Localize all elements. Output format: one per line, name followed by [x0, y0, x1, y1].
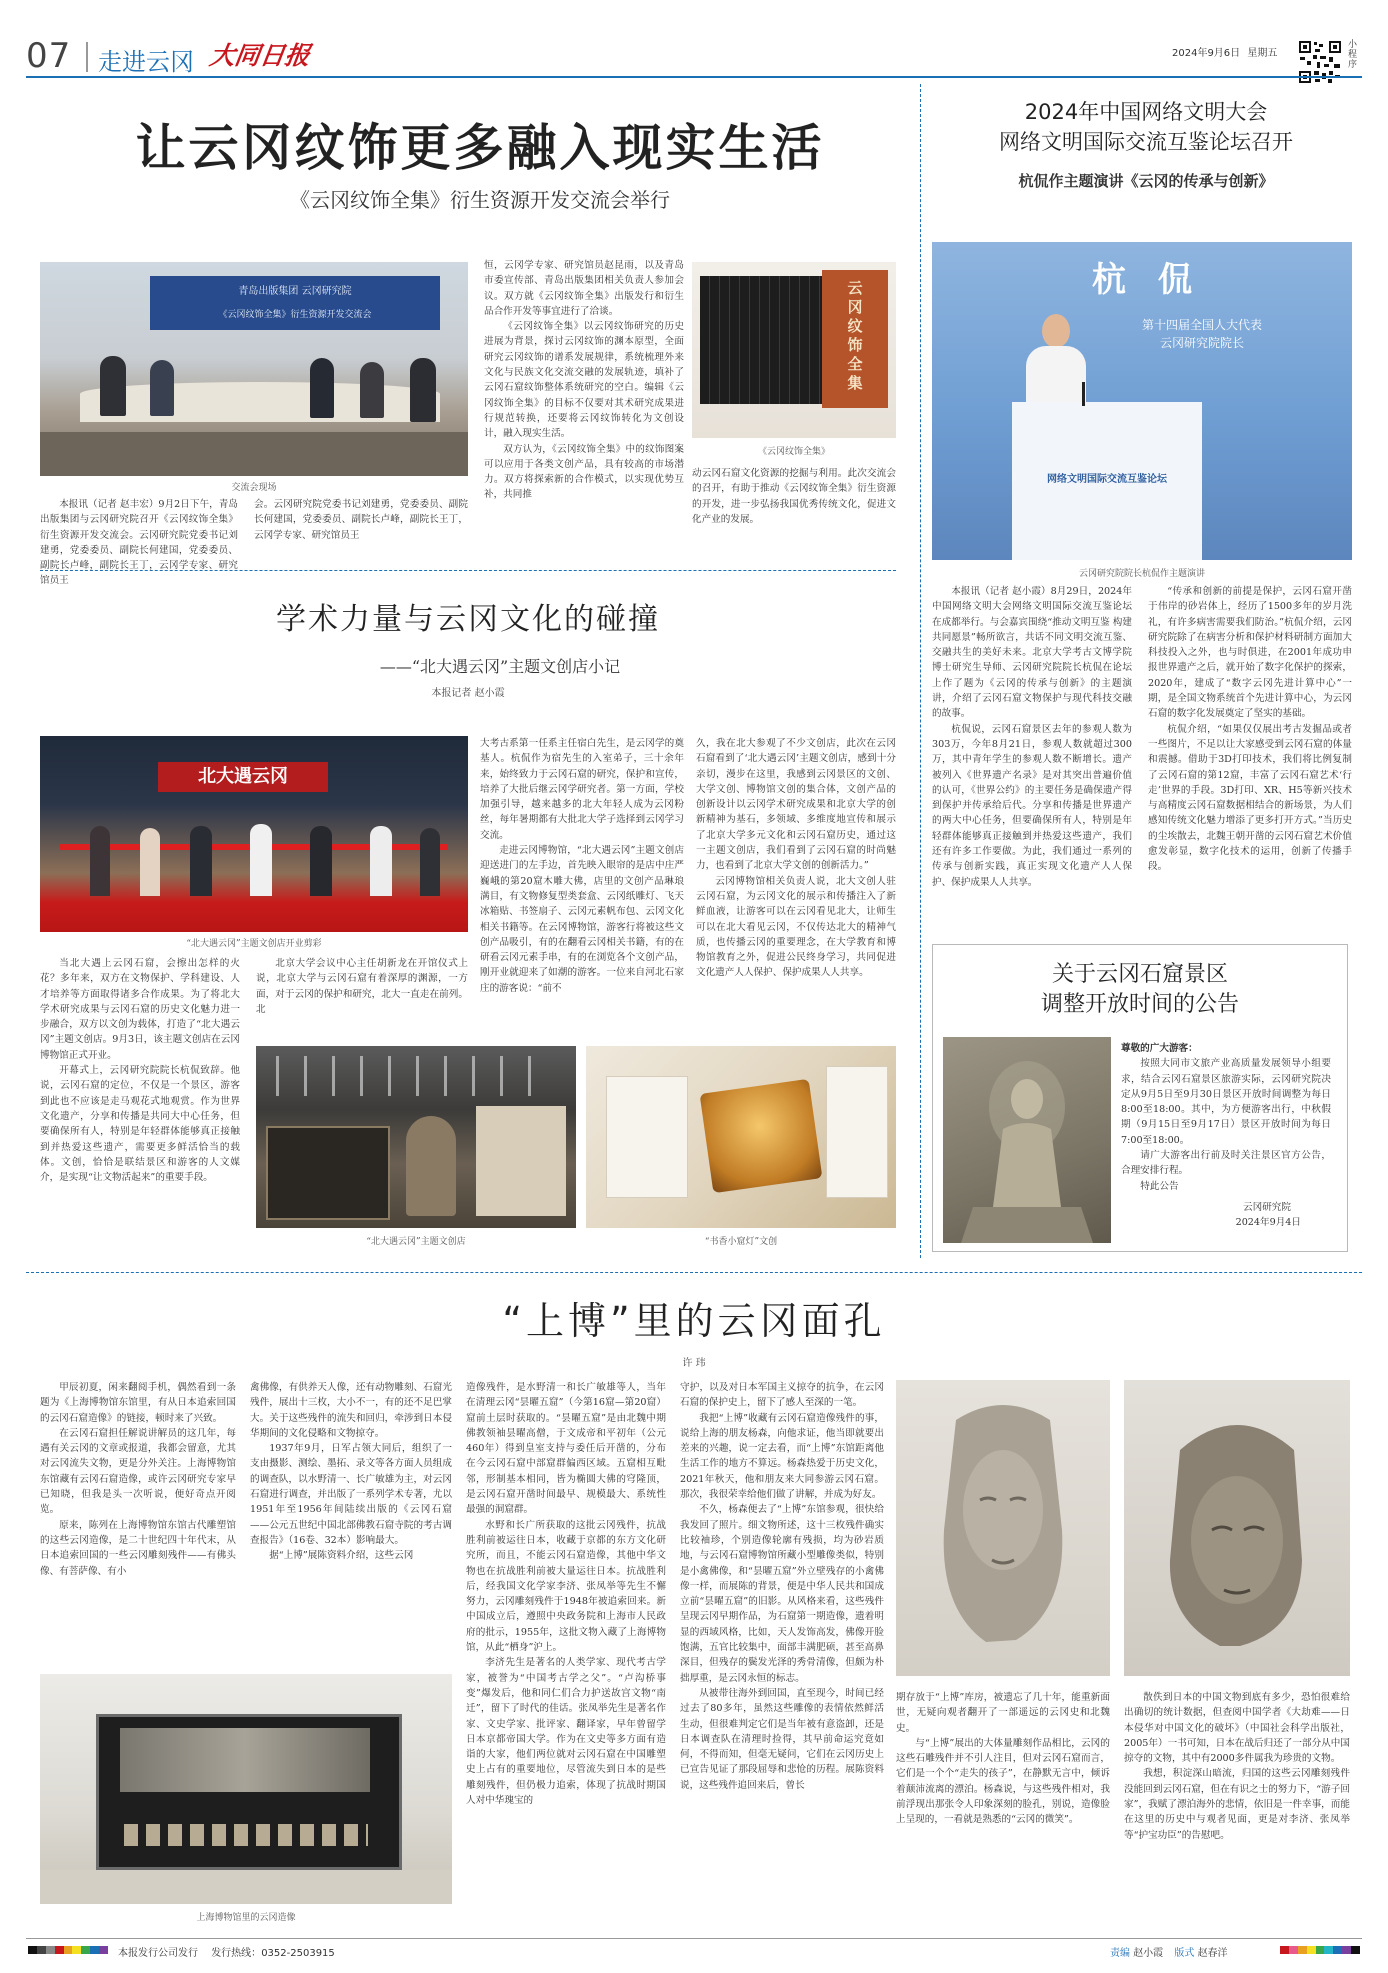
article2-title: 学术力量与云冈文化的碰撞 [276, 602, 660, 637]
person-silhouette [310, 358, 334, 418]
speaker-photo-caption: 云冈研究院院长杭侃作主题演讲 [1078, 569, 1205, 579]
paragraph: 杭侃说，云冈石窟景区去年的参观人数为303万，今年8月21日，参观人数就超过300万，其中青年学生的参观人数不断增长。遗产被列入《世界遗产名录》是对其突出普遍价值的认可，《世界公约》的主要任务是确保遗产得到保护并传承给后代。分享和传播是世界遗产的两大中心任务，但要确保所有人，特别是年轻群体能够真正接触到并热爱这些遗产，我们还有许多工作要做。为此，我们通过一系列的传承与创新实践，真正实现文化遗产人人保护、保护成果人人共享。 [932, 723, 1132, 888]
paragraph: 在云冈石窟担任解说讲解员的这几年，每遇有关云冈的文章或报道，我都会留意，尤其对云冈流失文物，更是分外关注。上海博物馆东馆藏有云冈石窟造像，或许云冈研究专家早已知晓，但我是头一次听说，便好奇点开阅览。 [40, 1427, 236, 1516]
store-photo-caption: “北大遇云冈”主题文创店 [366, 1237, 466, 1247]
podium [1012, 402, 1202, 560]
paragraph: 开幕式上，云冈研究院院长杭侃致辞。他说，云冈石窟的定位，不仅是一个景区，游客到此也不应该是走马观花式地观赏。作为世界文化遗产，分享和传播是共同大中心任务，但要确保所有人，特别是年轻群体能够真正接触到并热爱这些遗产，需要更多鲜活恰当的载体。文创，恰恰是联结景区和游客的人文媒介，是实现“让文物活起来”的重要手段。 [40, 1065, 240, 1184]
person-silhouette [150, 360, 174, 416]
notice-date: 2024年9月4日 [1235, 1217, 1301, 1229]
paragraph: 水野和长广所获取的这批云冈残件，抗战胜利前被运往日本，收藏于京都的东方文化研究所，而且，不能云冈石窟造像，其他中华文物也在抗战胜利前被大量运往日本。抗战胜利后，经我国文化学家李济、张凤举等先生不懈努力，云冈雕刻残件于1948年被追索回来。新中国成立后，遵照中央政务院和上海市人民政府的批示，1955年，这批文物入藏了上海博物馆，从此“栖身”沪上。 [466, 1519, 666, 1654]
article2-col1 [40, 956, 240, 1250]
paragraph: 我想，积淀深山暗流，归国的这些云冈雕刻残件没能回到云冈石窟，但在有识之士的努力下，“游子回家”，我赋了漂泊海外的悲情，依旧是一件幸事，而能在这里的历史中与观者见面，更是对李济、张凤举等“护宝功臣”的告慰吧。 [1124, 1768, 1350, 1841]
paragraph: 甲辰初夏，闲来翻阅手机，偶然看到一条题为《上海博物馆东馆里，有从日本追索回国的云冈石窟造像》的链接，顿时来了兴致。 [40, 1382, 236, 1424]
page-number: 07 [26, 36, 72, 76]
article3-col3 [466, 1380, 666, 1930]
paragraph: 会。云冈研究院党委书记刘建勇，党委委员、副院长何建国，党委委员、副院长卢峰，副院长王丁，云冈学专家、研究馆员王 [254, 499, 468, 541]
display-wall [476, 1106, 566, 1216]
side-title-line2: 网络文明国际交流互鉴论坛召开 [999, 130, 1293, 154]
ceiling-lights [276, 1056, 556, 1096]
article1-col1 [40, 497, 238, 587]
article1-title: 让云冈纹饰更多融入现实生活 [135, 119, 825, 177]
paragraph: 我把“上博”收藏有云冈石窟造像残件的事，说给上海的朋友杨森，向他求证，他当即就要出差来的兴趣，说一定去看，而“上博”东馆距离他生活工作的地方不算远。杨森热爱于历史文化，2021年秋天，他和朋友来大同参游云冈石窟。那次，我很荣幸给他们做了讲解，并成为好友。 [680, 1412, 884, 1501]
sculpture-head-photo-2 [1124, 1380, 1350, 1676]
sculpture-head-1-graphic [896, 1380, 1110, 1676]
color-bar-left [28, 1946, 108, 1954]
side-col2 [1148, 584, 1352, 936]
ribbon-cutting-photo [40, 736, 468, 932]
lamp-photo [586, 1046, 896, 1228]
side-title-line1: 2024年中国网络文明大会 [1024, 100, 1268, 124]
article3-col2 [250, 1380, 452, 1668]
museum-display-photo [40, 1674, 452, 1904]
meeting-photo-caption: 交流会现场 [231, 483, 277, 493]
notice-greeting: 尊敬的广大游客： [1121, 1043, 1198, 1054]
person-silhouette [370, 826, 392, 896]
paragraph: 与“上博”展出的大体量雕刻作品相比，云冈的这些石雕残件并不引人注目，但对云冈石窟而言，它们是一个个“走失的孩子”，在静默无言中，倾诉着颠沛流离的漂泊。杨森说，与这些残件相对，我前浮现出那张令人印象深刻的脸孔，别说，造像脸上呈现的，一看就是熟悉的“云冈的微笑”。 [896, 1737, 1110, 1826]
paragraph: 期存放于“上博”库房，被遗忘了几十年，能重新面世，无疑向观者翻开了一部遥远的云冈史和北魏史。 [896, 1692, 1110, 1734]
paragraph: 北京大学会议中心主任胡新龙在开馆仪式上说，北京大学与云冈石窟有着深厚的渊源，一方面，对于云冈的保护和研究，北大一直走在前列。北 [256, 958, 468, 1015]
notice-body: 按照大同市文旅产业高质量发展领导小组要求，结合云冈石窟景区旅游实际，云冈研究院决定从9月5日至9月30日景区开放时间调整为每日8:00至18:00。其中，为方便游客出行，中秋假期（9月15日至9月17日）景区开放时间为每日7:00至18:00。 [1121, 1058, 1331, 1146]
article2-col2 [256, 956, 468, 1036]
masthead-logo: 大同日报 [207, 41, 312, 70]
artifact-row [124, 1824, 368, 1846]
paragraph: 守护，以及对日本军国主义掠夺的抗争，在云冈石窟的保护史上，留下了感人至深的一笔。 [680, 1382, 884, 1409]
notice-body3: 特此公告 [1140, 1180, 1179, 1192]
person-silhouette [360, 362, 384, 418]
editor-label: 责编 [1110, 1948, 1130, 1959]
person-silhouette [420, 828, 440, 896]
article1-col3 [692, 466, 896, 544]
book-set-caption: 《云冈纹饰全集》 [757, 447, 830, 457]
article1-col2 [484, 258, 684, 544]
date-text: 2024年9月6日 [1172, 48, 1241, 59]
paragraph: 久，我在北大参观了不少文创店，此次在云冈石窟看到了‘北大遇云冈’主题文创店，感到十分亲切，漫步在这里，我感到云冈景区的文创、大学文创、博物馆文创的集合体，文创产品的创新设计以云冈学术研究成果和北京大学的创新精神为基石，多领域、多维度地宣传和展示了北京大学多元文化和云冈石窟历史，通过这一主题文创店，我们看到了云冈石窟的时尚魅力，也看到了北京大学文创的创新活力。” [696, 738, 896, 872]
sculpture-head-2-graphic [1124, 1380, 1350, 1676]
book-cover-title: 云冈纹饰全集 [845, 280, 864, 394]
buddha-photo [943, 1037, 1111, 1243]
notice-body2: 请广大游客出行前及时关注景区官方公告，合理安排行程。 [1121, 1150, 1331, 1177]
paragraph: 动云冈石窟文化资源的挖掘与利用。此次交流会的召开，有助于推动《云冈纹饰全集》衍生资源的开发，进一步弘扬我国优秀传统文化，促进文化产业的发展。 [692, 468, 896, 525]
ribbon-photo-caption: “北大遇云冈”主题文创店开业剪彩 [186, 939, 322, 949]
paragraph: 杭侃介绍，“如果仅仅展出考古发掘品或者一些图片，不足以让大家感受到云冈石窟的体量和震撼。借助于3D打印技术，我们将比例复制了云冈石窟的第12窟，丰富了云冈石窟艺术‘行走’世界的手段。3D打印、XR、H5等新兴技术与高精度云冈石窟数据相结合的新场景，为人们感知传统文化魅力增添了更多打开方式。”当历史的尘埃散去，北魏王朝开凿的云冈石窟艺术价值愈发彰显，数字化技术的运用，创新了传播手段。 [1148, 723, 1352, 873]
buddha-graphic [943, 1037, 1111, 1243]
screen-role-line2: 云冈研究院院长 [1159, 336, 1244, 350]
book-cover [822, 270, 888, 408]
section-name: 走进云冈 [98, 48, 194, 76]
color-bar-right [1280, 1946, 1360, 1954]
header-divider [86, 42, 88, 72]
designer-label: 版式 [1174, 1948, 1195, 1959]
paragraph: 从被带往海外到回国，直至现今，时间已经过去了80多年，虽然这些雕像的表情依然鲜活生动，但很难判定它们是当年被有意盗卸，还是日本调查队在清理时捡得，其早前命运究竟如何，不得而知，但毫无疑问，它们在云冈历史上已宣告见证了那段屈辱和悲怆的历程。展陈资料说，这些残件追回来后，曾长 [680, 1687, 884, 1791]
issue-date [1172, 44, 1277, 59]
paragraph: 1937年9月，日军占领大同后，组织了一支由摄影、测绘、墨拓、录文等各方面人员组成的调查队，以水野清一、长广敏雄为主，对云冈石窟进行调查，并出版了一系列学术专著，尤以1951年至1956年间陆续出版的《云冈石窟——公元五世纪中国北部佛教石窟寺院的考古调查报告》（16卷、32本）影响最大。 [250, 1443, 452, 1546]
store-sign: 北大遇云冈 [158, 762, 328, 792]
paragraph: 《云冈纹饰全集》以云冈纹饰研究的历史进展为背景，探讨云冈纹饰的渊本原型，全面研究云冈纹饰的谱系发展规律，系统梳理外来文化与民族文化交流交融的发展轨迹，填补了云冈石窟纹饰整体系统研究的空白。编辑《云冈纹饰全集》的目标不仅要对其术研究成果进行规范转换，还要将云冈纹饰转化为文创设计，融入现实生活。 [484, 321, 684, 440]
floor [40, 432, 468, 476]
article3-col6 [1124, 1690, 1350, 1930]
section-divider [40, 570, 896, 571]
paragraph: 本报讯（记者 赵小霞）8月29日，2024年中国网络文明大会网络文明国际交流互鉴论坛在成都举行。与会嘉宾围绕“推动文明互鉴 构建共同愿景”畅所欲言，共话不同文明交流互鉴、交融共生的美好未来。北京大学考古文博学院博士研究生导师、云冈研究院院长杭侃在论坛上作了题为《云冈的传承与创新》的主题演讲，介绍了云冈石窟文物保护与现代科技交融的故事。 [932, 586, 1132, 720]
meeting-photo [40, 262, 468, 476]
banner-line2: 《云冈纹饰全集》衍生资源开发交流会 [218, 310, 372, 320]
paragraph: 大考古系第一任系主任宿白先生，是云冈学的奠基人。杭侃作为宿先生的入室弟子，三十余年来，始终致力于云冈石窟的研究，保护和宣传，培养了大批后继云冈学研究者。第一方面，学校加强引导，越来越多的北大年轻人成为云冈粉丝，每年暑期都有大批北大学子选择到云冈学习交流。 [480, 738, 684, 841]
person-silhouette [410, 358, 436, 422]
article1-col1b [254, 497, 468, 543]
article3-title: “上博”里的云冈面孔 [502, 1299, 886, 1343]
person-silhouette [140, 828, 160, 896]
paragraph: 不久，杨森便去了“上博”东馆参观，很快给我发回了照片。细文物所述，这十三枚残件确实比较袖珍，个别造像轮廓有残损，均为砂岩质地，与云冈石窟博物馆所藏小型雕像类似，特别是小禽佛像，和“昙曜五窟”外立壁残存的小禽佛像一样，而展陈的背景，便是中华人民共和国成立前“昙曜五窟”的旧影。从风格来看，这些残件呈现云冈早期作品，为石窟第一期造像，遗着明显的西域风格，比如，天人发饰高发，佛像开脸饱满，五官比较集中，面部丰满肥硕，甚至高鼻深目，但残存的鬓发光泽的秀骨清像，但颇为朴拙厚重，是云冈永恒的标志。 [680, 1504, 884, 1684]
store-interior-photo [256, 1046, 576, 1228]
notice-title-line2: 调整开放时间的公告 [1040, 992, 1239, 1017]
lamp-photo-caption: “书香小窟灯”文创 [704, 1237, 778, 1247]
notice-title-line1: 关于云冈石窟景区 [1051, 962, 1228, 987]
article2-col4 [696, 736, 896, 1036]
person-silhouette [190, 826, 212, 896]
packaging-box [826, 1066, 888, 1198]
notice-box [932, 944, 1348, 1252]
person-silhouette [250, 824, 272, 896]
header-rule [26, 76, 1362, 78]
museum-photo-caption: 上海博物馆里的云冈造像 [196, 1913, 296, 1923]
screen-name: 杭 侃 [1092, 260, 1202, 300]
hotline-label: 发行热线： [211, 1948, 262, 1959]
article3-col1 [40, 1380, 236, 1668]
book-set-photo [692, 262, 896, 438]
speaker-head [1042, 314, 1070, 348]
article1-subtitle: 《云冈纹饰全集》衍生资源开发交流会举行 [290, 188, 670, 212]
side-col1 [932, 584, 1132, 936]
section-divider [26, 1272, 1362, 1273]
article2-subtitle: ——“北大遇云冈”主题文创店小记 [379, 657, 621, 676]
footer-credits [1110, 1944, 1228, 1959]
banner-line1: 青岛出版集团 云冈研究院 [238, 286, 352, 297]
buddha-statue [406, 1116, 456, 1216]
paragraph: 走进云冈博物馆，“北大遇云冈”主题文创店迎送进门的左手边，首先映入眼帘的是店中庄严巍峨的第20窟木雕大佛，店里的文创产品琳琅满目，有文物修复型类套盒、云冈纸雕灯、飞天冰箱贴、书签扇子、云冈元素帆布包、云冈文化相关书籍等。在云冈博物馆，游客行将被这些文创产品吸引，有的在翻看云冈相关书籍，有的在研看云冈元素手串，有的在浏览各个文创产品，刚开业就迎来了如潮的游客。一位来自河北石家庄的游客说：“前不 [480, 845, 684, 994]
sculpture-head-photo-1 [896, 1380, 1110, 1676]
historic-photo [120, 1728, 370, 1792]
paragraph: 造像残件，是水野清一和长广敏雄等人，当年在清理云冈“昙曜五窟”（今第16窟—第20窟）窟前土层时获取的。“昙曜五窟”是由北魏中期佛教领袖昙曜高僧，于文成帝和平初年（公元460年）得到皇室支持与委任后开凿的，分布在今云冈石窟中部窟群偏西区域。五窟相互毗邻，形制基本相同，皆为椭圆大佛的穹隆顶，是云冈石窟开凿时间最早、规模最大、系统性最强的洞窟群。 [466, 1382, 666, 1516]
footer-rule [26, 1938, 1362, 1939]
notice-signer: 云冈研究院 [1243, 1201, 1291, 1213]
article3-col5 [896, 1690, 1110, 1930]
person-silhouette [100, 356, 126, 416]
qr-label: 小程序 [1348, 40, 1358, 70]
podium-label: 网络文明国际交流互鉴论坛 [1047, 474, 1167, 485]
side-subtitle: 杭侃作主题演讲《云冈的传承与创新》 [1018, 172, 1274, 190]
article2-byline: 本报记者 赵小霞 [431, 688, 505, 699]
editor-name: 赵小霞 [1133, 1948, 1164, 1959]
screen-role-line1: 第十四届全国人大代表 [1141, 318, 1262, 332]
article3-col4 [680, 1380, 884, 1930]
paragraph: 当北大遇上云冈石窟，会擦出怎样的火花？多年来，双方在文物保护、学科建设、人才培养等方面取得诸多合作成果。为了将北大学术研究成果与云冈石窟的历史文化魅力进一步融合，双方以文创为载体，打造了“北大遇云冈”主题文创店。9月3日，该主题文创店在云冈博物馆正式开业。 [40, 958, 240, 1061]
column-divider [920, 84, 921, 1258]
article3-byline: 许 玮 [682, 1358, 706, 1369]
packaging-box [606, 1076, 688, 1198]
microphone [1082, 382, 1085, 406]
publisher-text: 本报发行公司发行 [118, 1948, 198, 1959]
paragraph: 本报讯（记者 赵丰宏）9月2日下午，青岛出版集团与云冈研究院召开《云冈纹饰全集》衍生资源开发交流会。云冈研究院党委书记刘建勇，党委委员、副院长何建国，党委委员、副院长卢峰，副院长王丁，云冈学专家、研究馆员王 [40, 499, 238, 587]
book-spines [700, 276, 824, 404]
paragraph: 双方认为，《云冈纹饰全集》中的纹饰图案可以应用于各类文创产品，具有较高的市场潜力。双方将探索新的合作模式，以实现优势互补，共同推 [484, 443, 684, 501]
meeting-table [80, 382, 440, 422]
paragraph: 恒，云冈学专家、研究馆员赵昆雨，以及青岛市委宣传部、青岛出版集团相关负责人参加会议。双方就《云冈纹饰全集》出版发行和衍生品合作开发等事宜进行了洽谈。 [484, 260, 684, 317]
paragraph: 据“上博”展陈资料介绍，这些云冈 [269, 1550, 414, 1562]
hotline-number: 0352-2503915 [261, 1948, 335, 1959]
person-silhouette [90, 826, 110, 896]
meeting-banner [150, 276, 440, 330]
book-lamp [700, 1079, 823, 1193]
shelf [266, 1126, 390, 1220]
paragraph: 禽佛像，有供养天人像，还有动物雕刻、石窟光残件，展出十三枚，大小不一，有的还不足巴掌大。关于这些残件的流失和回归，牵涉到日本侵华期间的文化侵略和文物掠夺。 [250, 1382, 452, 1439]
article2-col3 [480, 736, 684, 1036]
person-silhouette [310, 826, 332, 896]
paragraph: “传承和创新的前提是保护，云冈石窟开凿于伟岸的砂岩体上，经历了1500多年的岁月洗礼，有许多病害需要我们防治。”杭侃介绍，云冈研究院除了在病害分析和保护材料研制方面加大科技投入之外，也与时俱进，在2001年成功申报世界遗产之后，就开始了数字化保护的探索，2020年，建成了“数字云冈先进计算中心”一期，是全国文物系统首个先进计算中心，为云冈石窟的数字化发展奠定了坚实的基础。 [1148, 586, 1352, 720]
notice-text [1121, 1041, 1331, 1231]
paragraph: 云冈博物馆相关负责人说，北大文创人驻云冈石窟，为云冈文化的展示和传播注入了新鲜血液，让游客可以在云冈看见北大，让师生可以在北大看见云冈，不仅传达北大的精神气质，也传播云冈的重要理念，在大学教育和博物馆教育之外，促进公民终身学习，共同促进文化遗产人人保护、保护成果人人共享。 [696, 875, 896, 979]
paragraph: 散佚到日本的中国文物到底有多少，恐怕很难给出确切的统计数据，但查阅中国学者《大劫难——日本侵华对中国文化的破坏》（中国社会科学出版社，2005年）一书可知，日本在战后归还了一部分从中国掠夺的文物，其中有2000多件属我为珍贵的文物。 [1124, 1692, 1350, 1765]
speaker-photo [932, 242, 1352, 560]
footer-publisher [118, 1944, 335, 1959]
weekday-text: 星期五 [1247, 48, 1278, 59]
paragraph: 原来，陈列在上海博物馆东馆古代雕塑馆的这些云冈造像，是二十世纪四十年代末，从日本追索回国的一些云冈雕刻残件——有佛头像、有菩萨像、有小 [40, 1519, 236, 1577]
floor [40, 1870, 452, 1904]
designer-name: 赵春洋 [1197, 1948, 1228, 1959]
paragraph: 李济先生是著名的人类学家、现代考古学家，被誉为“中国考古学之父”。“卢沟桥事变”爆发后，他和同仁们合力护送故宫文物“南迁”，留下了时代的佳话。张凤举先生是著名作家、文史学家、批评家、翻译家，早年曾留学日本京都帝国大学。作为在文史等多方面有造诣的大家，他们两位就对云冈石窟在中国雕塑史上占有的重要地位，尽管流失到日本的是些雕刻残件，但仍极力追索，体现了抗战时期国人对中华瑰宝的 [466, 1657, 666, 1807]
